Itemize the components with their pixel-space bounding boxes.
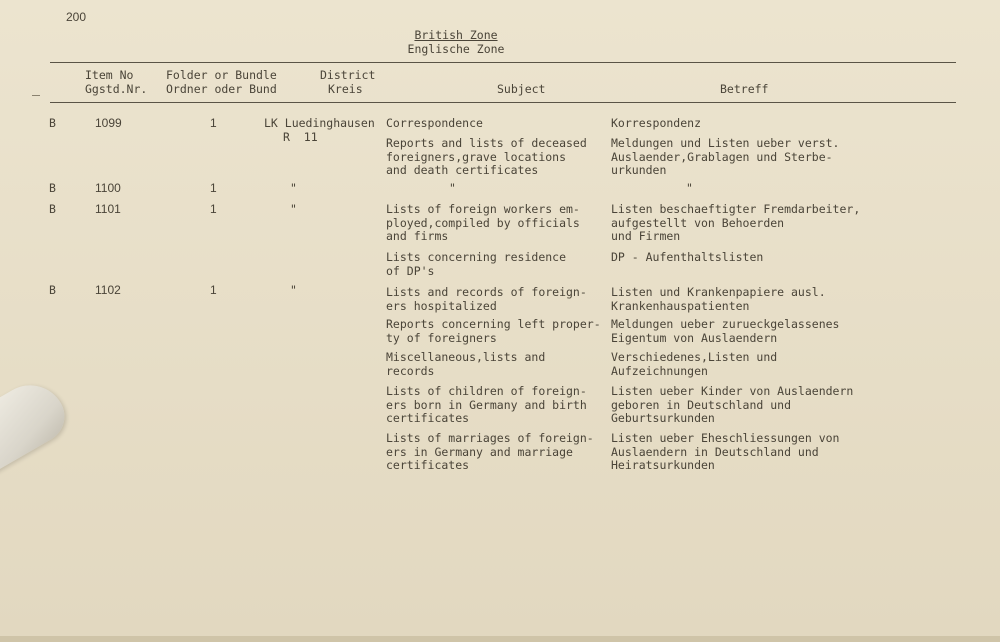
entry-subject: Miscellaneous,lists and records — [386, 350, 546, 378]
zone-title-english: British Zone — [414, 28, 498, 42]
header-bottom-rule — [50, 102, 956, 103]
header-item-no: Item No — [85, 68, 134, 82]
row-item-number: 1102 — [95, 283, 121, 297]
row-series-letter: B — [49, 116, 56, 130]
header-top-rule — [50, 62, 956, 63]
row-item-number: 1100 — [95, 181, 121, 195]
entry-subject: Lists and records of foreign- ers hospitalized — [386, 285, 587, 313]
row-series-letter: B — [49, 202, 56, 216]
page-number: 200 — [66, 10, 87, 24]
entry-subject: Lists of marriages of foreign- ers in Germany and marriage certificates — [386, 431, 594, 472]
entry-betreff: DP - Aufenthaltslisten — [611, 250, 764, 264]
header-item-no-de: Ggstd.Nr. — [85, 82, 148, 96]
row-folder-number: 1 — [210, 202, 217, 216]
entry-betreff: Listen und Krankenpapiere ausl. Krankenhauspatienten — [611, 285, 826, 313]
header-district: District — [320, 68, 376, 82]
entry-betreff: Listen ueber Kinder von Auslaendern geboren in Deutschland und Geburtsurkunden — [611, 384, 854, 425]
row-folder-number: 1 — [210, 116, 217, 130]
row-series-letter: B — [49, 181, 56, 195]
row-district: LK Luedinghausen — [264, 116, 375, 130]
entry-subject: Correspondence — [386, 116, 483, 130]
row-series-letter: B — [49, 283, 56, 297]
header-subject: Subject — [497, 82, 546, 96]
row-district: " — [290, 181, 297, 195]
entry-subject: " — [449, 181, 456, 195]
header-betreff: Betreff — [720, 82, 769, 96]
entry-subject: Lists of foreign workers em- ployed,compiled by officials and firms — [386, 202, 580, 243]
zone-title-german: Englische Zone — [407, 42, 505, 56]
entry-betreff: Verschiedenes,Listen und Aufzeichnungen — [611, 350, 778, 378]
entry-subject: Lists concerning residence of DP's — [386, 250, 567, 278]
row-folder-number: 1 — [210, 181, 217, 195]
header-district-de: Kreis — [328, 82, 363, 96]
row-item-number: 1101 — [95, 202, 121, 216]
entry-betreff: Meldungen ueber zurueckgelassenes Eigentum von Auslaendern — [611, 317, 840, 345]
entry-betreff: " — [686, 181, 693, 195]
header-folder-de: Ordner oder Bund — [166, 82, 277, 96]
entry-subject: Reports and lists of deceased foreigners,grave locations and death certificates — [386, 136, 587, 177]
thumb-shadow — [0, 372, 74, 473]
entry-betreff: Listen beschaeftigter Fremdarbeiter, aufgestellt von Behoerden und Firmen — [611, 202, 861, 243]
row-district-code: R 11 — [283, 130, 318, 144]
row-item-number: 1099 — [95, 116, 122, 130]
entry-betreff: Korrespondenz — [611, 116, 702, 130]
entry-subject: Reports concerning left proper- ty of foreigners — [386, 317, 601, 345]
page-bottom-edge — [0, 636, 1000, 642]
row-folder-number: 1 — [210, 283, 217, 297]
entry-subject: Lists of children of foreign- ers born in Germany and birth certificates — [386, 384, 587, 425]
entry-betreff: Listen ueber Eheschliessungen von Auslaendern in Deutschland und Heiratsurkunden — [611, 431, 840, 472]
row-district: " — [290, 283, 297, 297]
header-folder: Folder or Bundle — [166, 68, 277, 82]
margin-dash — [32, 95, 40, 96]
row-district: " — [290, 202, 297, 216]
entry-betreff: Meldungen und Listen ueber verst. Auslaender,Grablagen und Sterbe- urkunden — [611, 136, 840, 177]
